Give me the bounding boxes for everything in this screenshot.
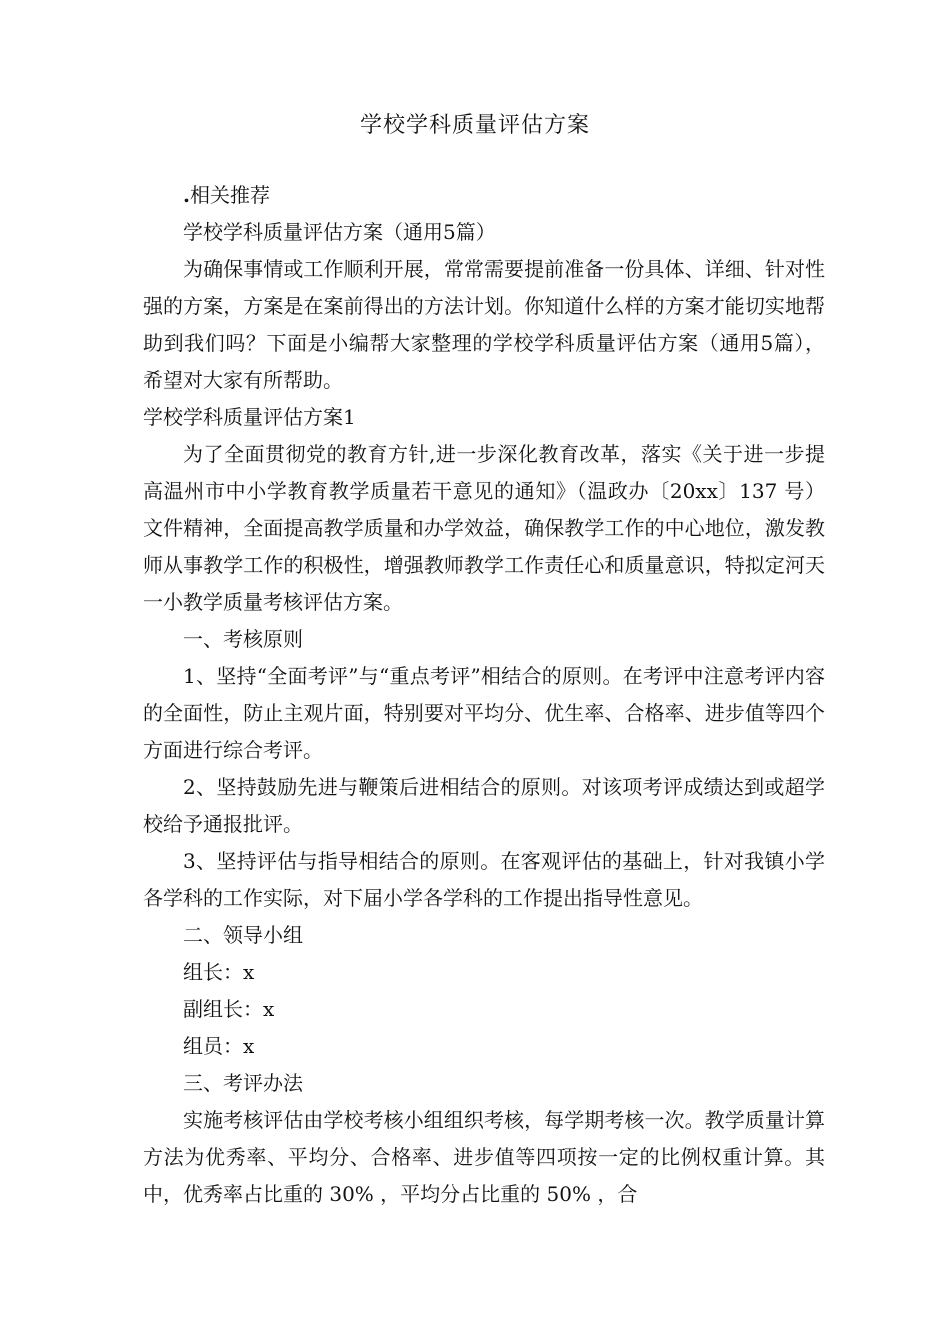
leader: 组长：x [183,960,255,984]
section-heading-plan-1: 学校学科质量评估方案1 [143,405,356,429]
related-label: 相关推荐 [189,183,270,207]
document-title: 学校学科质量评估方案 [359,113,590,138]
principle-3: 3、坚持评估与指导相结合的原则。在客观评估的基础上，针对我镇小学各学科的工作实际，对下届小学各学科的工作提出指导性意见。 [143,849,825,910]
paragraph-plan-1-intro: 为了全面贯彻党的教育方针,进一步深化教育改革，落实《关于进一步提高温州市中小学教育教学质量若干意见的通知》（温政办〔20xx〕137 号）文件精神，全面提高教学质量和办学效益，确保教学工作的中心地位，激发教师从事教学工作的积极性，增强教师教学工作责任心和质量意识，特拟定河天一小教学质量考核评估方案。 [143,442,825,614]
paragraph-methods: 实施考核评估由学校考核小组组织考核，每学期考核一次。教学质量计算方法为优秀率、平均分、合格率、进步值等四项按一定的比例权重计算。其中，优秀率占比重的 30% ，平均分占比重的 50% ，合 [143,1108,825,1206]
members: 组员：x [183,1034,255,1058]
document-body [143,177,825,1213]
deputy-leader: 副组长：x [183,997,275,1021]
principle-1: 1、坚持“全面考评”与“重点考评”相结合的原则。在考评中注意考评内容的全面性，防止主观片面，特别要对平均分、优生率、合格率、进步值等四个方面进行综合考评。 [143,664,825,762]
related-heading [143,177,825,214]
heading-methods: 三、考评办法 [183,1071,303,1095]
paragraph-subtitle: 学校学科质量评估方案（通用5篇） [183,220,496,244]
principle-2: 2、坚持鼓励先进与鞭策后进相结合的原则。对该项考评成绩达到或超学校给予通报批评。 [143,775,825,836]
heading-leadership: 二、领导小组 [183,923,303,947]
paragraph-intro: 为确保事情或工作顺利开展，常常需要提前准备一份具体、详细、针对性强的方案，方案是在案前得出的方法计划。你知道什么样的方案才能切实地帮助到我们吗？下面是小编帮大家整理的学校学科质量评估方案（通用5篇），希望对大家有所帮助。 [143,257,825,392]
related-bullet: . [183,183,190,207]
heading-principles: 一、考核原则 [183,627,303,651]
